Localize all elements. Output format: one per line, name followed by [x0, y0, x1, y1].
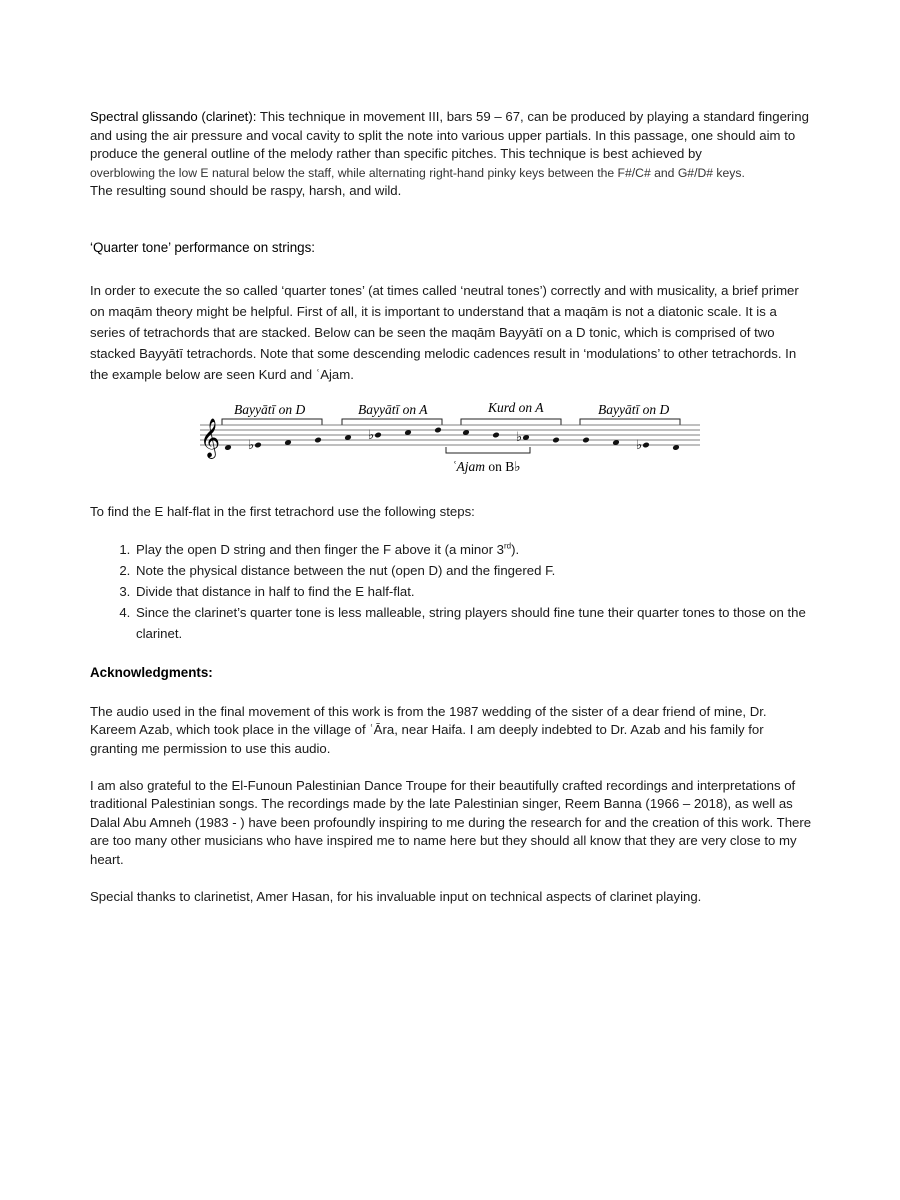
steps-intro: To find the E half-flat in the first tetrachord use the following steps:	[90, 503, 475, 519]
bracket-ajam	[446, 447, 530, 453]
step-text-end: ).	[511, 542, 520, 558]
tetrachord-label-bayyati-a: Bayyātī on A	[358, 401, 428, 417]
step-superscript: rd	[504, 541, 512, 551]
acknowledgments-paragraph-2: I am also grateful to the El-Funoun Palestinian Dance Troupe for their beautifully crafted recordings and interpretations of traditional Palestinian songs. The recordings made by the late Palestinian singer, Reem Banna (1966 – 2018), as well as Dalal Abu Amneh (1983 - ) have been profoundly inspiring to me during the research for and the creation of this work. There are too many other musicians who have inspired me to name here but they should all know that they are very close to my heart.	[90, 777, 812, 867]
flat-icon: ♭	[636, 436, 643, 452]
flat-accidentals	[248, 427, 642, 452]
spectral-glissando-text: This technique in movement III, bars 59 – 67, can be produced by playing a standard fingering and using the air pressure and vocal cavity to split the note into various upper partials. In this passage, one should aim to produce the general outline of the melody rather than specific pitches. This technique is best achieved by	[90, 109, 809, 162]
list-item: 2. Note the physical distance between the nut (open D) and the fingered F.	[134, 560, 814, 581]
tetrachord-brackets	[222, 419, 680, 453]
list-item: 4. Since the clarinet’s quarter tone is less malleable, string players should fine tune their quarter tones to those on the clarinet.	[134, 602, 814, 644]
treble-clef-icon: 𝄞	[200, 419, 221, 457]
tetrachord-label-bayyati-d-2: Bayyātī on D	[598, 401, 670, 417]
document-page	[90, 108, 814, 906]
maqam-staff-figure	[200, 399, 710, 481]
ajam-label-rest: on B♭	[485, 458, 521, 474]
quarter-tone-intro: In order to execute the so called ‘quarter tones’ (at times called ‘neutral tones’) correctly and with musicality, a brief primer on maqām theory might be helpful. First of all, it is important to understand that a maqām is not a diatonic scale. It is a series of tetrachords that are stacked. Below can be seen the maqām Bayyātī on a D tonic, which is comprised of two stacked Bayyātī tetrachords. Note that some descending melodic cadences result in ‘modulations’ to other tetrachords. In the example below are seen Kurd and ʿAjam.	[90, 282, 799, 382]
ajam-label-italic: ʿAjam	[452, 458, 485, 474]
flat-icon: ♭	[368, 426, 375, 442]
tetrachord-label-kurd-a: Kurd on A	[488, 399, 544, 415]
acknowledgments-paragraph-3: Special thanks to clarinetist, Amer Hasan, for his invaluable input on technical aspects of clarinet playing.	[90, 888, 702, 904]
list-item: 3. Divide that distance in half to find the E half-flat.	[134, 581, 814, 602]
staff-lines	[200, 425, 700, 445]
bracket-bayyati-d	[222, 419, 322, 425]
ajam-label	[452, 459, 521, 474]
maqam-staff-svg	[200, 399, 710, 481]
spectral-glissando-paragraph	[90, 108, 814, 201]
spectral-glissando-heading: Spectral glissando (clarinet):	[90, 109, 257, 124]
acknowledgments-heading: Acknowledgments:	[90, 665, 213, 681]
bracket-bayyati-d-2	[580, 419, 680, 425]
quarter-tone-heading: ‘Quarter tone’ performance on strings:	[90, 239, 316, 255]
flat-icon: ♭	[516, 428, 523, 444]
step-text: Play the open D string and then finger the F above it (a minor 3	[136, 542, 504, 558]
acknowledgments-paragraph-1: The audio used in the final movement of this work is from the 1987 wedding of the sister of a dear friend of mine, Dr. Kareem Azab, which took place in the village of ʿĀra, near Haifa. I am deeply indebted to Dr. Azab and his family for granting me permission to use this audio.	[90, 703, 767, 756]
list-item	[134, 539, 814, 560]
flat-icon: ♭	[248, 436, 255, 452]
tetrachord-label-bayyati-d: Bayyātī on D	[234, 401, 306, 417]
spectral-glissando-text-small: overblowing the low E natural below the staff, while alternating right-hand pinky keys between the F#/C# and G#/D# keys.	[90, 165, 745, 180]
bracket-bayyati-a	[342, 419, 442, 425]
bracket-kurd-a	[461, 419, 561, 425]
spectral-glissando-text-end: The resulting sound should be raspy, harsh, and wild.	[90, 183, 402, 199]
steps-list	[90, 539, 814, 644]
